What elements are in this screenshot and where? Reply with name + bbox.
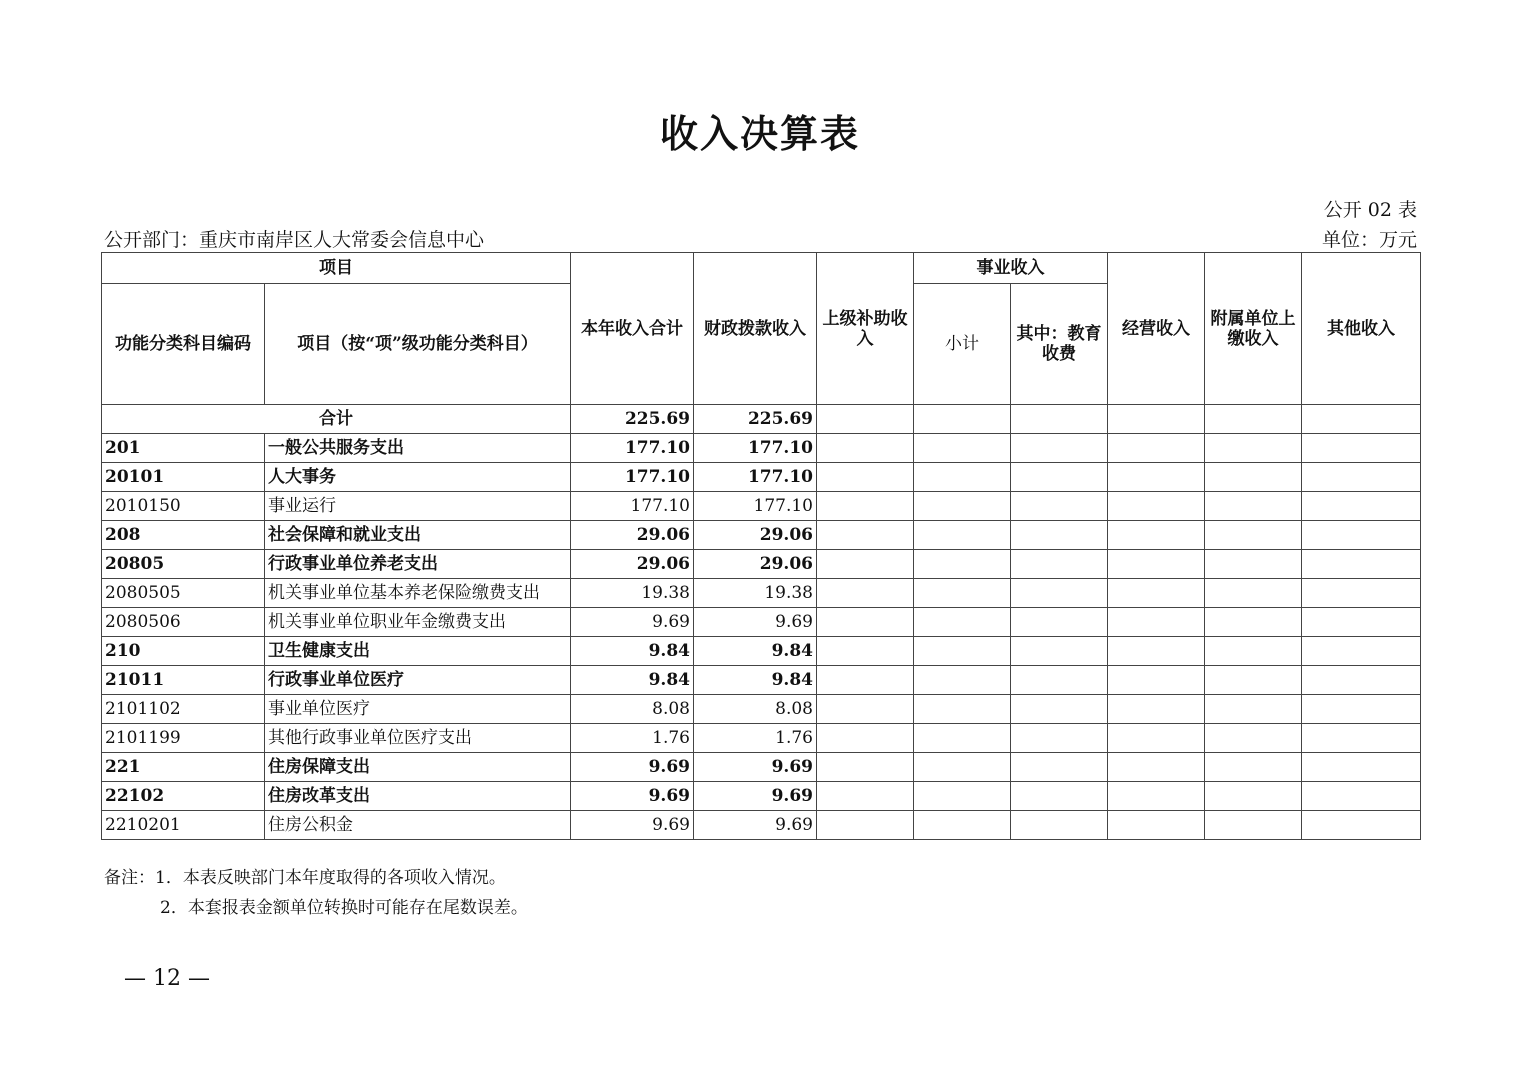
code-cell: 210	[102, 637, 265, 666]
empty-cell	[1302, 579, 1421, 608]
header-affiliated: 附属单位上缴收入	[1205, 253, 1302, 405]
total-income-cell: 9.69	[571, 753, 694, 782]
empty-cell	[1205, 811, 1302, 840]
empty-cell	[1108, 608, 1205, 637]
fiscal-cell: 1.76	[694, 724, 817, 753]
table-row	[102, 637, 1421, 666]
fiscal-cell: 19.38	[694, 579, 817, 608]
name-cell: 行政事业单位医疗	[265, 666, 571, 695]
empty-cell	[1011, 782, 1108, 811]
empty-cell	[1108, 463, 1205, 492]
total-row	[102, 405, 1421, 434]
empty-cell	[914, 492, 1011, 521]
empty-cell	[1011, 666, 1108, 695]
page-title: 收入决算表	[659, 111, 860, 156]
empty-cell	[1302, 463, 1421, 492]
code-cell: 208	[102, 521, 265, 550]
total-income-cell: 9.69	[571, 608, 694, 637]
code-cell: 2101102	[102, 695, 265, 724]
table-row	[102, 724, 1421, 753]
empty-cell	[1302, 753, 1421, 782]
table-row	[102, 463, 1421, 492]
empty-cell	[1108, 492, 1205, 521]
empty-cell	[817, 724, 914, 753]
total-income-cell: 177.10	[571, 463, 694, 492]
fiscal-cell: 9.69	[694, 811, 817, 840]
total-income-cell: 8.08	[571, 695, 694, 724]
fiscal-cell: 9.84	[694, 637, 817, 666]
notes	[104, 863, 528, 923]
empty-cell	[1011, 637, 1108, 666]
empty-cell	[817, 811, 914, 840]
empty-cell	[914, 579, 1011, 608]
fiscal-cell: 9.84	[694, 666, 817, 695]
table-header	[102, 253, 1421, 405]
fiscal-cell: 9.69	[694, 782, 817, 811]
table-row	[102, 521, 1421, 550]
empty-cell	[1205, 637, 1302, 666]
empty-cell	[1108, 695, 1205, 724]
note-line-2: 2．本套报表金额单位转换时可能存在尾数误差。	[160, 898, 528, 918]
name-cell: 卫生健康支出	[265, 637, 571, 666]
empty-cell	[1205, 724, 1302, 753]
empty-cell	[1011, 579, 1108, 608]
name-cell: 行政事业单位养老支出	[265, 550, 571, 579]
header-subtotal: 小计	[914, 284, 1011, 405]
empty-cell	[817, 608, 914, 637]
empty-cell	[1011, 724, 1108, 753]
code-cell: 2101199	[102, 724, 265, 753]
empty-cell	[914, 550, 1011, 579]
name-cell: 人大事务	[265, 463, 571, 492]
fiscal-cell: 29.06	[694, 521, 817, 550]
empty-cell	[914, 434, 1011, 463]
code-cell: 21011	[102, 666, 265, 695]
empty-cell	[914, 608, 1011, 637]
empty-cell	[1108, 811, 1205, 840]
code-cell: 2210201	[102, 811, 265, 840]
empty-cell	[1011, 695, 1108, 724]
empty-cell	[914, 811, 1011, 840]
fiscal-cell: 177.10	[694, 434, 817, 463]
empty-cell	[914, 463, 1011, 492]
fiscal-cell: 177.10	[694, 492, 817, 521]
empty-cell	[1011, 521, 1108, 550]
total-income-cell: 177.10	[571, 434, 694, 463]
name-cell: 住房改革支出	[265, 782, 571, 811]
total-income-cell: 9.84	[571, 666, 694, 695]
total-income-cell: 1.76	[571, 724, 694, 753]
table-row	[102, 753, 1421, 782]
empty-cell	[1205, 695, 1302, 724]
empty-cell	[817, 782, 914, 811]
empty-cell	[817, 550, 914, 579]
table-row	[102, 782, 1421, 811]
code-cell: 20805	[102, 550, 265, 579]
empty-cell	[1108, 434, 1205, 463]
empty-cell	[1302, 608, 1421, 637]
empty-cell	[1302, 637, 1421, 666]
empty-cell	[817, 666, 914, 695]
total-income-cell: 177.10	[571, 492, 694, 521]
empty-cell	[817, 695, 914, 724]
empty-cell	[1011, 608, 1108, 637]
empty-cell	[1108, 724, 1205, 753]
empty-cell	[1205, 579, 1302, 608]
empty-cell	[914, 782, 1011, 811]
empty-cell	[1011, 550, 1108, 579]
table-row	[102, 666, 1421, 695]
total-fiscal-cell: 225.69	[694, 405, 817, 434]
empty-cell	[1302, 724, 1421, 753]
header-business: 事业收入	[914, 253, 1108, 284]
code-cell: 221	[102, 753, 265, 782]
total-income-cell: 9.84	[571, 637, 694, 666]
fiscal-cell: 9.69	[694, 608, 817, 637]
empty-cell	[1108, 753, 1205, 782]
empty-cell	[1205, 434, 1302, 463]
empty-cell	[817, 463, 914, 492]
empty-cell	[1302, 492, 1421, 521]
code-cell: 20101	[102, 463, 265, 492]
empty-cell	[1302, 811, 1421, 840]
code-cell: 2080506	[102, 608, 265, 637]
total-income-cell: 9.69	[571, 811, 694, 840]
empty-cell	[914, 724, 1011, 753]
empty-cell	[1108, 782, 1205, 811]
fiscal-cell: 29.06	[694, 550, 817, 579]
fiscal-cell: 177.10	[694, 463, 817, 492]
table-body	[102, 405, 1421, 840]
empty-cell	[1205, 521, 1302, 550]
empty-cell	[1302, 550, 1421, 579]
page-number: — 12 —	[124, 966, 210, 991]
empty-cell	[1108, 521, 1205, 550]
table-row	[102, 695, 1421, 724]
table-row	[102, 608, 1421, 637]
table-row	[102, 550, 1421, 579]
empty-cell	[817, 434, 914, 463]
empty-cell	[1205, 608, 1302, 637]
empty-cell	[1108, 637, 1205, 666]
empty-cell	[1302, 782, 1421, 811]
empty-cell	[1205, 782, 1302, 811]
income-table	[101, 252, 1421, 840]
name-cell: 住房公积金	[265, 811, 571, 840]
header-code: 功能分类科目编码	[102, 284, 265, 405]
name-cell: 住房保障支出	[265, 753, 571, 782]
header-superior: 上级补助收入	[817, 253, 914, 405]
table-row	[102, 434, 1421, 463]
code-cell: 2080505	[102, 579, 265, 608]
code-cell: 22102	[102, 782, 265, 811]
total-label: 合计	[102, 405, 571, 434]
empty-cell	[914, 521, 1011, 550]
name-cell: 事业运行	[265, 492, 571, 521]
total-income-cell: 29.06	[571, 550, 694, 579]
fiscal-cell: 9.69	[694, 753, 817, 782]
total-income-cell: 9.69	[571, 782, 694, 811]
empty-cell	[1011, 463, 1108, 492]
empty-cell	[1108, 666, 1205, 695]
empty-cell	[1205, 463, 1302, 492]
table-row	[102, 579, 1421, 608]
name-cell: 事业单位医疗	[265, 695, 571, 724]
header-fiscal: 财政拨款收入	[694, 253, 817, 405]
empty-cell	[817, 492, 914, 521]
empty-cell	[1108, 579, 1205, 608]
empty-cell	[1302, 434, 1421, 463]
empty-cell	[914, 637, 1011, 666]
empty-cell	[914, 666, 1011, 695]
name-cell: 机关事业单位职业年金缴费支出	[265, 608, 571, 637]
name-cell: 一般公共服务支出	[265, 434, 571, 463]
empty-cell	[817, 579, 914, 608]
name-cell: 社会保障和就业支出	[265, 521, 571, 550]
table-row	[102, 811, 1421, 840]
table-row	[102, 492, 1421, 521]
name-cell: 机关事业单位基本养老保险缴费支出	[265, 579, 571, 608]
total-income-cell: 29.06	[571, 521, 694, 550]
empty-cell	[1011, 492, 1108, 521]
empty-cell	[1205, 666, 1302, 695]
header-project: 项目	[102, 253, 571, 284]
empty-cell	[817, 753, 914, 782]
fiscal-cell: 8.08	[694, 695, 817, 724]
header-name: 项目（按“项”级功能分类科目）	[265, 284, 571, 405]
total-income-cell: 225.69	[571, 405, 694, 434]
empty-cell	[1205, 492, 1302, 521]
empty-cell	[1108, 550, 1205, 579]
header-total-income: 本年收入合计	[571, 253, 694, 405]
code-cell: 201	[102, 434, 265, 463]
empty-cell	[1011, 811, 1108, 840]
empty-cell	[1302, 521, 1421, 550]
empty-cell	[1302, 695, 1421, 724]
note-line-1: 备注：1．本表反映部门本年度取得的各项收入情况。	[104, 868, 506, 888]
header-edu: 其中：教育收费	[1011, 284, 1108, 405]
empty-cell	[1302, 666, 1421, 695]
header-operating: 经营收入	[1108, 253, 1205, 405]
header-other: 其他收入	[1302, 253, 1421, 405]
empty-cell	[817, 521, 914, 550]
empty-cell	[1205, 753, 1302, 782]
empty-cell	[817, 637, 914, 666]
unit-label: 单位：万元	[1321, 229, 1417, 251]
empty-cell	[1011, 434, 1108, 463]
empty-cell	[1205, 550, 1302, 579]
department-label: 公开部门：重庆市南岸区人大常委会信息中心	[104, 229, 485, 251]
code-cell: 2010150	[102, 492, 265, 521]
empty-cell	[1011, 753, 1108, 782]
name-cell: 其他行政事业单位医疗支出	[265, 724, 571, 753]
empty-cell	[914, 753, 1011, 782]
empty-cell	[914, 695, 1011, 724]
total-income-cell: 19.38	[571, 579, 694, 608]
form-number: 公开 02 表	[1323, 199, 1417, 221]
